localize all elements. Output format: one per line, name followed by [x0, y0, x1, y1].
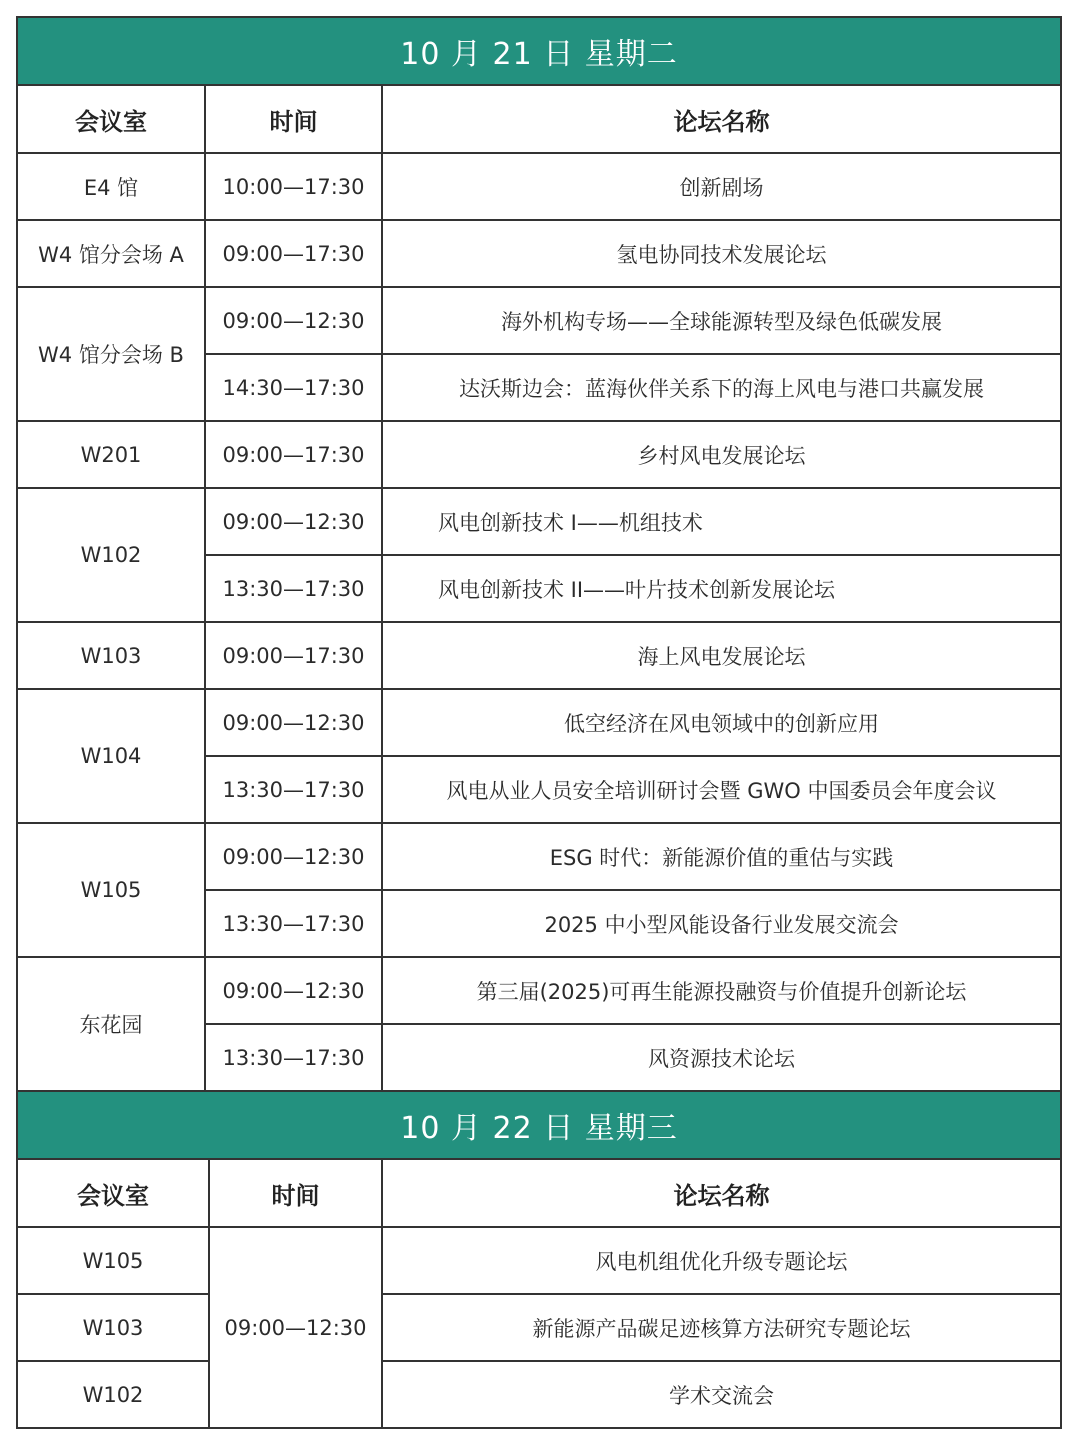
time-cell: 09:00—17:30 [205, 421, 382, 488]
schedule-table-day1 [16, 16, 1062, 1092]
table-row [17, 622, 1061, 689]
forum-cell: 氢电协同技术发展论坛 [382, 220, 1061, 287]
time-cell: 13:30—17:30 [205, 1024, 382, 1091]
time-cell: 09:00—17:30 [205, 220, 382, 287]
day-header-row [17, 17, 1061, 85]
time-cell: 13:30—17:30 [205, 890, 382, 957]
header-room: 会议室 [17, 85, 205, 153]
table-row [17, 153, 1061, 220]
table-row [17, 421, 1061, 488]
room-cell: W105 [17, 823, 205, 957]
room-cell: W102 [17, 1361, 209, 1428]
table-row [17, 1361, 1061, 1428]
forum-cell: 风电创新技术 II——叶片技术创新发展论坛 [382, 555, 1061, 622]
forum-cell: 创新剧场 [382, 153, 1061, 220]
room-cell: W104 [17, 689, 205, 823]
time-cell: 13:30—17:30 [205, 555, 382, 622]
forum-cell: 风电从业人员安全培训研讨会暨 GWO 中国委员会年度会议 [382, 756, 1061, 823]
time-cell: 09:00—12:30 [205, 823, 382, 890]
column-header-row [17, 85, 1061, 153]
time-cell: 09:00—12:30 [209, 1227, 382, 1428]
schedule-sheet [16, 16, 1060, 1429]
time-cell: 09:00—17:30 [205, 622, 382, 689]
table-row [17, 287, 1061, 354]
forum-cell: 第三届(2025)可再生能源投融资与价值提升创新论坛 [382, 957, 1061, 1024]
table-row [17, 220, 1061, 287]
table-row [17, 957, 1061, 1024]
forum-cell: 新能源产品碳足迹核算方法研究专题论坛 [382, 1294, 1061, 1361]
forum-cell: 风电机组优化升级专题论坛 [382, 1227, 1061, 1294]
forum-cell: ESG 时代：新能源价值的重估与实践 [382, 823, 1061, 890]
time-cell: 13:30—17:30 [205, 756, 382, 823]
header-forum: 论坛名称 [382, 85, 1061, 153]
table-row [17, 1227, 1061, 1294]
forum-cell: 达沃斯边会：蓝海伙伴关系下的海上风电与港口共赢发展 [382, 354, 1061, 421]
room-cell: W4 馆分会场 A [17, 220, 205, 287]
room-cell: 东花园 [17, 957, 205, 1091]
table-row [17, 488, 1061, 555]
time-cell: 09:00—12:30 [205, 689, 382, 756]
room-cell: W102 [17, 488, 205, 622]
header-time: 时间 [205, 85, 382, 153]
forum-cell: 学术交流会 [382, 1361, 1061, 1428]
time-cell: 09:00—12:30 [205, 287, 382, 354]
table-row [17, 689, 1061, 756]
forum-cell: 海外机构专场——全球能源转型及绿色低碳发展 [382, 287, 1061, 354]
day-header-row [17, 1091, 1061, 1159]
day-title: 10 月 21 日 星期二 [17, 17, 1061, 85]
time-cell: 09:00—12:30 [205, 957, 382, 1024]
room-cell: W103 [17, 622, 205, 689]
room-cell: W103 [17, 1294, 209, 1361]
time-cell: 14:30—17:30 [205, 354, 382, 421]
room-cell: W4 馆分会场 B [17, 287, 205, 421]
forum-cell: 2025 中小型风能设备行业发展交流会 [382, 890, 1061, 957]
table-row [17, 823, 1061, 890]
room-cell: W105 [17, 1227, 209, 1294]
room-cell: E4 馆 [17, 153, 205, 220]
forum-cell: 乡村风电发展论坛 [382, 421, 1061, 488]
column-header-row [17, 1159, 1061, 1227]
header-room: 会议室 [17, 1159, 209, 1227]
time-cell: 10:00—17:30 [205, 153, 382, 220]
day-title: 10 月 22 日 星期三 [17, 1091, 1061, 1159]
forum-cell: 低空经济在风电领域中的创新应用 [382, 689, 1061, 756]
forum-cell: 海上风电发展论坛 [382, 622, 1061, 689]
schedule-table-day2 [16, 1090, 1062, 1429]
time-cell: 09:00—12:30 [205, 488, 382, 555]
room-cell: W201 [17, 421, 205, 488]
forum-cell: 风资源技术论坛 [382, 1024, 1061, 1091]
header-forum: 论坛名称 [382, 1159, 1061, 1227]
table-row [17, 1294, 1061, 1361]
forum-cell: 风电创新技术 I——机组技术 [382, 488, 1061, 555]
header-time: 时间 [209, 1159, 382, 1227]
